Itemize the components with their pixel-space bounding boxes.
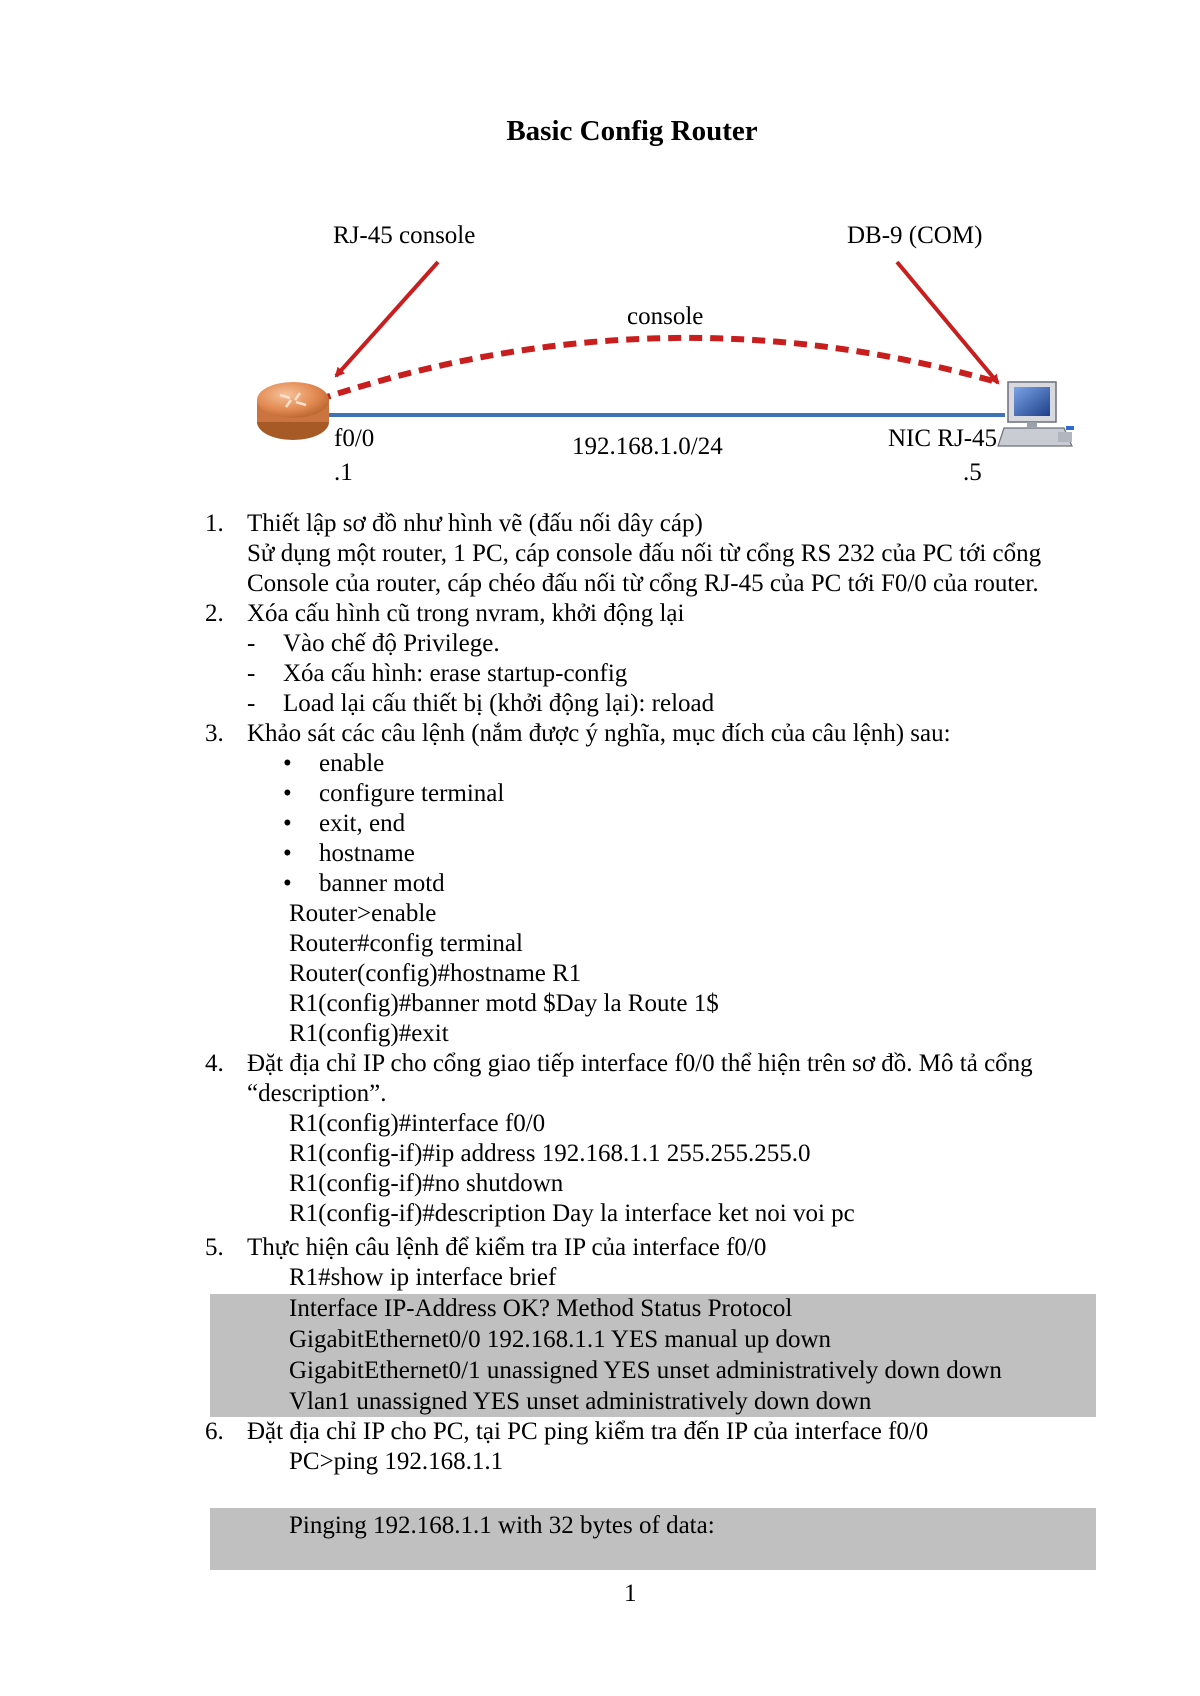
router-icon [257,382,329,440]
list-item: Load lại cấu thiết bị (khởi động lại): reload [283,690,715,717]
bullet-marker: • [283,810,292,837]
nic-label: NIC RJ-45 [888,425,998,452]
step-text: Thực hiện câu lệnh để kiểm tra IP của interface f0/0 [247,1234,767,1261]
command-line: R1#show ip interface brief [289,1264,557,1291]
bullet-marker: • [283,780,292,807]
step-text: Console của router, cáp chéo đấu nối từ cổng RJ-45 của PC tới F0/0 của router. [247,570,1039,597]
step-number: 1. [205,510,224,537]
network-diagram [0,0,1200,490]
console-label: console [627,303,704,330]
list-item: hostname [319,840,415,867]
step-text: Đặt địa chỉ IP cho cổng giao tiếp interface f0/0 thể hiện trên sơ đồ. Mô tả cổng [247,1050,1033,1077]
db9-label: DB-9 (COM) [847,222,983,249]
output-line: GigabitEthernet0/0 192.168.1.1 YES manual up down [289,1326,832,1353]
bullet-marker: • [283,840,292,867]
output-line: GigabitEthernet0/1 unassigned YES unset administratively down down [289,1357,1002,1384]
rj45-arrow [336,262,438,376]
page-number: 1 [624,1580,637,1607]
step-text: Đặt địa chỉ IP cho PC, tại PC ping kiểm tra đến IP của interface f0/0 [247,1418,929,1445]
command-line: Router(config)#hostname R1 [289,960,582,987]
pc-ip-label: .5 [963,459,982,486]
output-line: Interface IP-Address OK? Method Status Protocol [289,1295,793,1322]
step-number: 5. [205,1234,224,1261]
step-number: 4. [205,1050,224,1077]
command-line: R1(config-if)#no shutdown [289,1170,564,1197]
command-line: R1(config)#exit [289,1020,449,1047]
network-label: 192.168.1.0/24 [572,433,723,460]
list-item: Xóa cấu hình: erase startup-config [283,660,628,687]
command-line: R1(config-if)#description Day la interface ket noi voi pc [289,1200,855,1227]
bullet-marker: • [283,870,292,897]
page-title: Basic Config Router [506,115,758,147]
step-number: 6. [205,1418,224,1445]
command-line: R1(config)#interface f0/0 [289,1110,546,1137]
router-ip-label: .1 [334,459,353,486]
step-text: Xóa cấu hình cũ trong nvram, khởi động lại [247,600,685,627]
step-text: Khảo sát các câu lệnh (nắm được ý nghĩa, mục đích của câu lệnh) sau: [247,720,951,747]
list-item: exit, end [319,810,406,837]
command-line: PC>ping 192.168.1.1 [289,1448,504,1475]
dash-marker: - [247,630,256,657]
bullet-marker: • [283,750,292,777]
command-line: R1(config)#banner motd $Day la Route 1$ [289,990,719,1017]
db9-arrow [897,262,998,383]
list-item: Vào chế độ Privilege. [283,630,500,657]
step-text: Thiết lập sơ đồ như hình vẽ (đấu nối dây cáp) [247,510,703,537]
rj45-console-label: RJ-45 console [333,222,476,249]
step-number: 2. [205,600,224,627]
step-number: 3. [205,720,224,747]
dash-marker: - [247,660,256,687]
f00-label: f0/0 [334,425,375,452]
dash-marker: - [247,690,256,717]
output-line: Vlan1 unassigned YES unset administratively down down [289,1388,872,1415]
console-cable [318,338,1000,400]
pc-icon [998,382,1074,446]
output-line: Pinging 192.168.1.1 with 32 bytes of data: [289,1512,715,1539]
list-item: enable [319,750,385,777]
list-item: banner motd [319,870,445,897]
list-item: configure terminal [319,780,505,807]
command-line: R1(config-if)#ip address 192.168.1.1 255.255.255.0 [289,1140,811,1167]
command-line: Router>enable [289,900,437,927]
step-text: Sử dụng một router, 1 PC, cáp console đấu nối từ cổng RS 232 của PC tới cổng [247,540,1042,567]
step-text: “description”. [247,1080,387,1107]
command-line: Router#config terminal [289,930,523,957]
